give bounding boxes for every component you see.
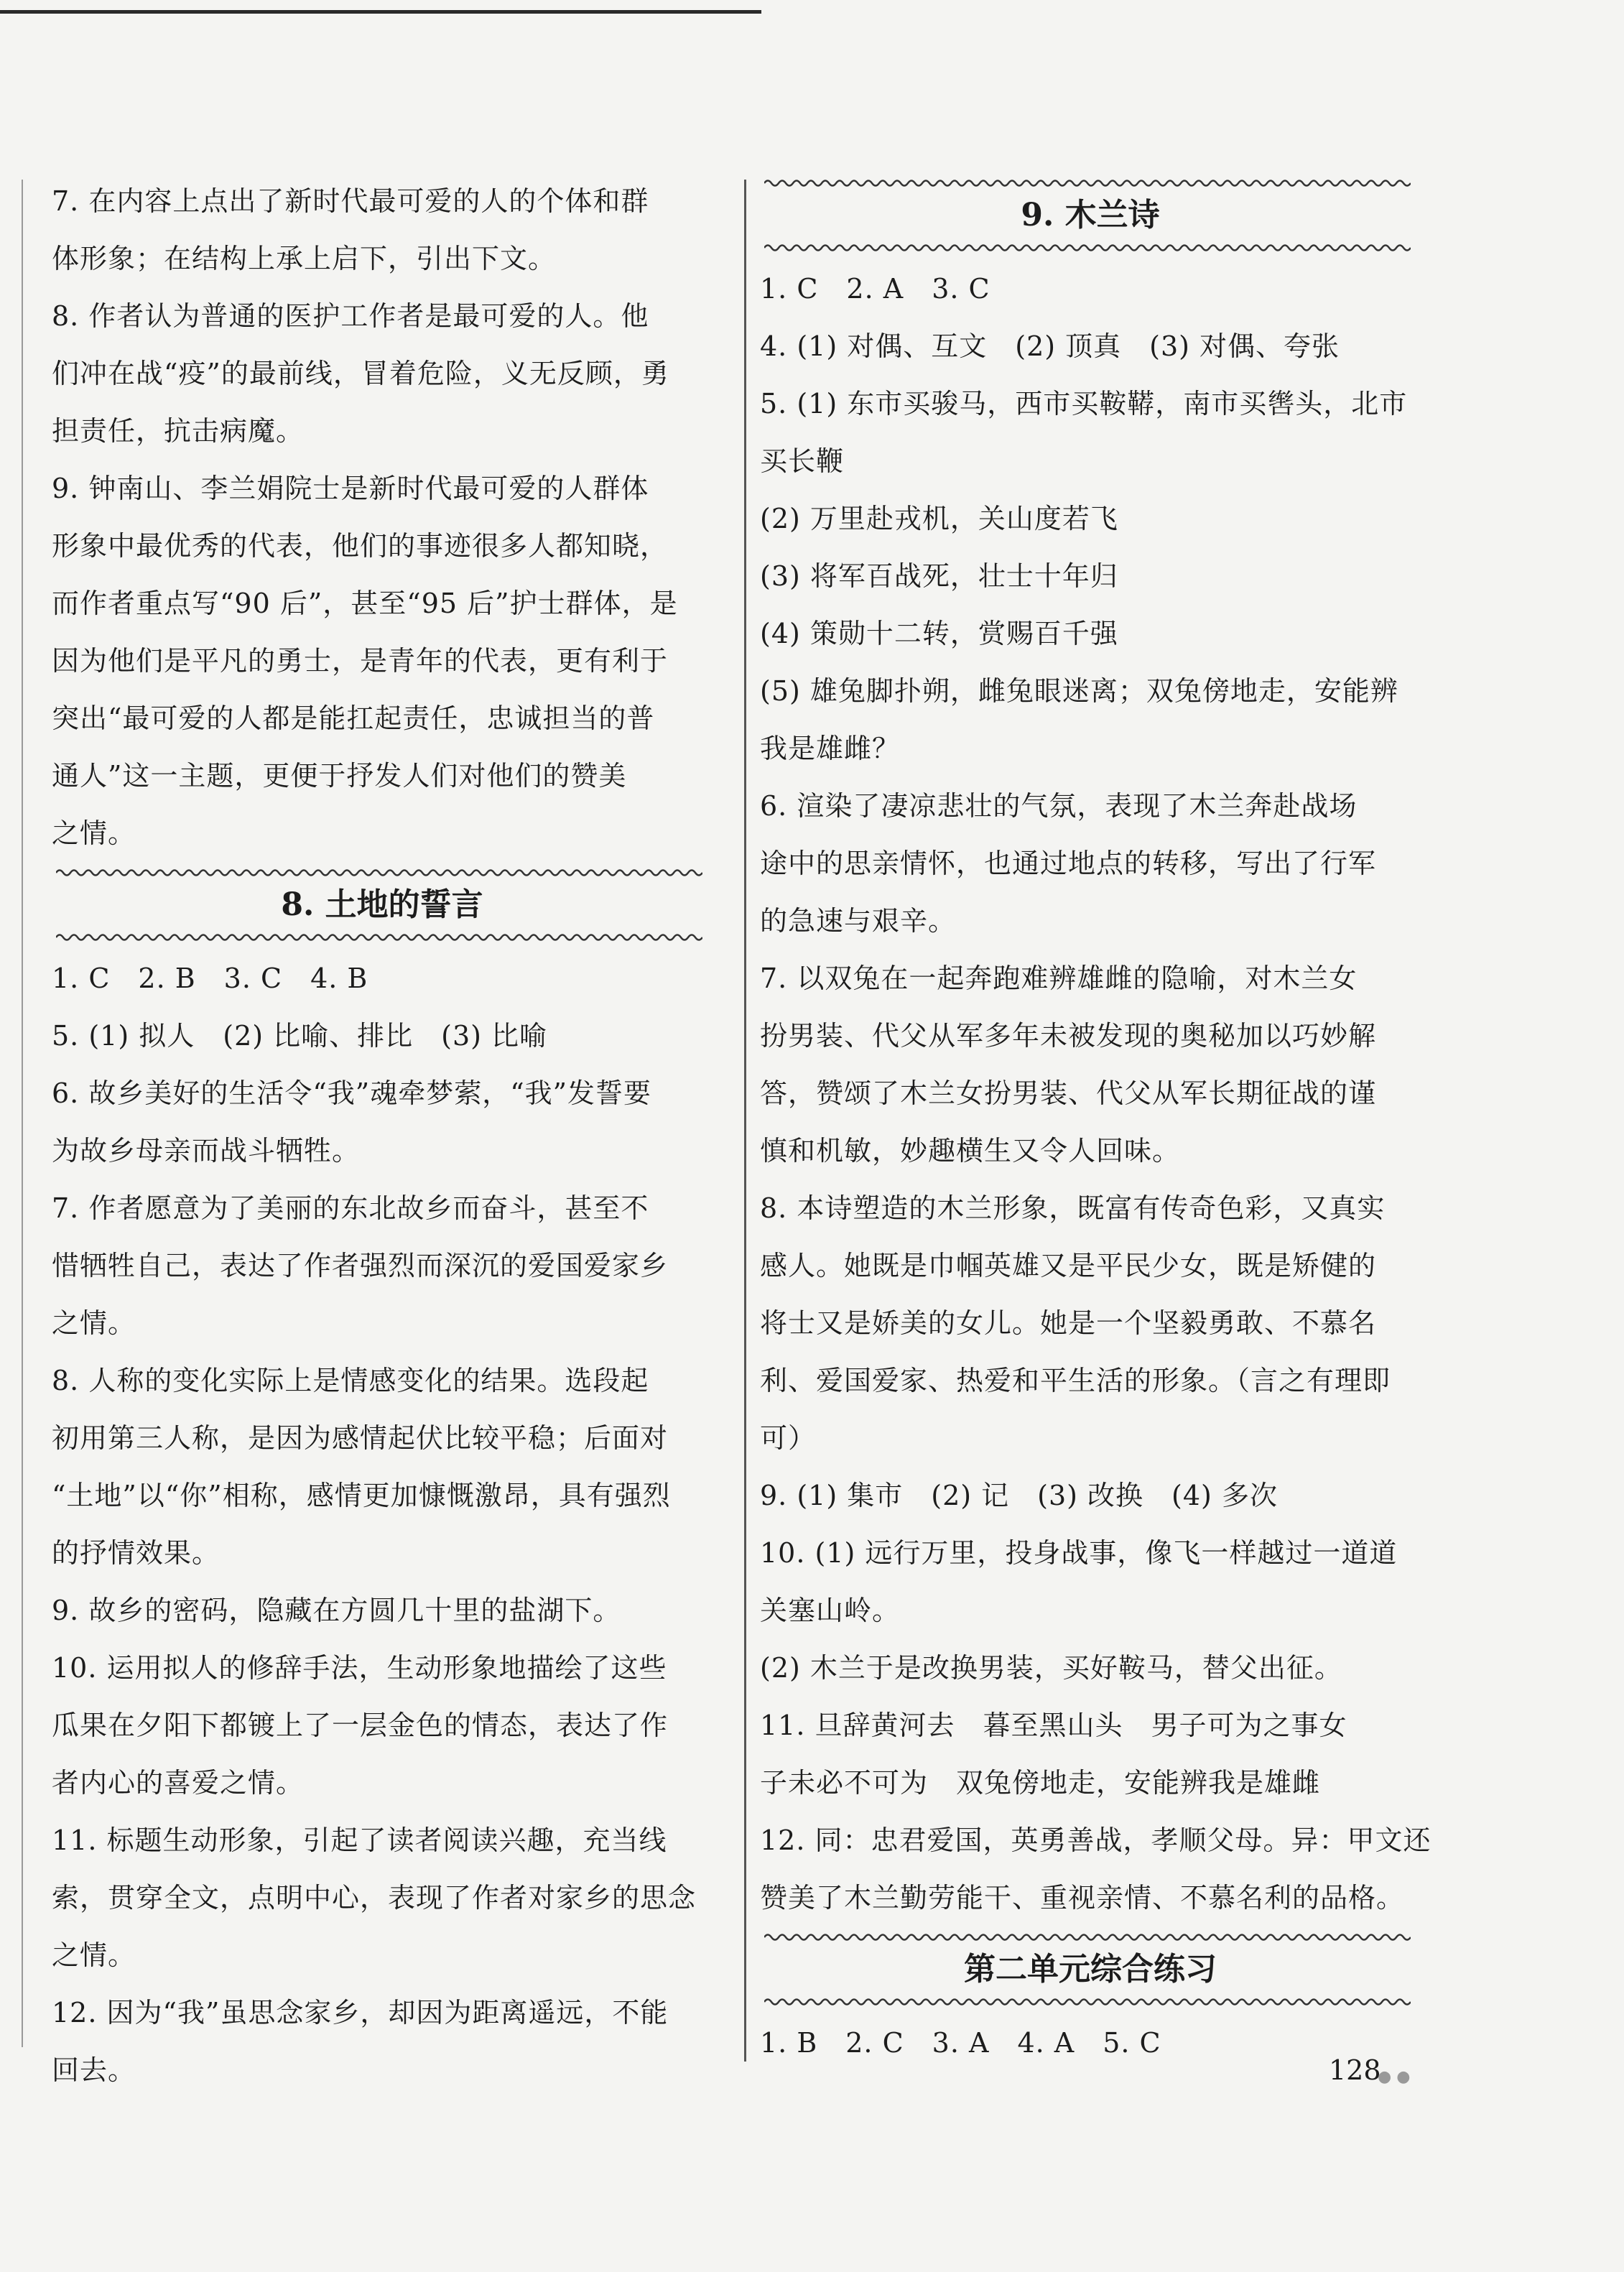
text-line: 8. 人称的变化实际上是情感变化的结果。选段起 — [52, 1365, 649, 1396]
text-line: 突出“最可爱的人都是能扛起责任，忠诚担当的普 — [52, 703, 655, 734]
left-margin-line — [22, 180, 23, 2047]
text-line: 途中的思亲情怀，也通过地点的转移，写出了行军 — [760, 848, 1377, 879]
wavy-rule-top — [764, 178, 1411, 188]
top-rule — [0, 10, 761, 14]
text-line: (5) 雄兔脚扑朔，雌兔眼迷离；双兔傍地走，安能辨 — [760, 675, 1398, 707]
text-line: 4. (1) 对偶、互文 (2) 顶真 (3) 对偶、夸张 — [760, 330, 1340, 362]
section-title: 8. 土地的誓言 — [281, 886, 483, 923]
text-line: 子未必不可为 双兔傍地走，安能辨我是雄雌 — [760, 1767, 1321, 1799]
text-line: 答，赞颂了木兰女扮男装、代父从军长期征战的谨 — [760, 1077, 1377, 1109]
wavy-rule-bottom — [764, 243, 1411, 253]
text-line: 初用第三人称，是因为感情起伏比较平稳；后面对 — [52, 1422, 669, 1454]
text-line: 惜牺牲自己，表达了作者强烈而深沉的爱国爱家乡 — [52, 1250, 669, 1281]
text-line: 回去。 — [52, 2054, 136, 2086]
text-line: 11. 标题生动形象，引起了读者阅读兴趣，充当线 — [52, 1824, 667, 1856]
answer-block-8 — [52, 950, 713, 2099]
text-line: (2) 万里赴戎机，关山度若飞 — [760, 503, 1118, 534]
text-line: 7. 作者愿意为了美丽的东北故乡而奋斗，甚至不 — [52, 1192, 649, 1224]
text-line: 9. 钟南山、李兰娟院士是新时代最可爱的人群体 — [52, 473, 649, 504]
left-column — [52, 172, 713, 2099]
text-line: 感人。她既是巾帼英雄又是平民少女，既是矫健的 — [760, 1250, 1377, 1281]
text-line: 瓜果在夕阳下都镀上了一层金色的情态，表达了作 — [52, 1710, 669, 1741]
text-line: 1. C 2. B 3. C 4. B — [52, 963, 368, 994]
text-line: 12. 因为“我”虽思念家乡，却因为距离遥远，不能 — [52, 1997, 669, 2028]
text-line: 形象中最优秀的代表，他们的事迹很多人都知晓， — [52, 530, 669, 562]
text-line: 10. (1) 远行万里，投身战事，像飞一样越过一道道 — [760, 1537, 1398, 1569]
page-dots-ornament: ● ● — [1378, 2068, 1411, 2086]
text-line: 而作者重点写“90 后”，甚至“95 后”护士群体，是 — [52, 588, 678, 619]
answer-block-7-section — [52, 172, 713, 862]
text-line: (4) 策勋十二转，赏赐百千强 — [760, 618, 1118, 649]
text-line: 5. (1) 东市买骏马，西市买鞍鞯，南市买辔头，北市 — [760, 388, 1408, 419]
text-line: 6. 故乡美好的生活令“我”魂牵梦萦，“我”发誓要 — [52, 1077, 652, 1109]
text-line: 赞美了木兰勤劳能干、重视亲情、不慕名利的品格。 — [760, 1882, 1405, 1914]
text-line: 1. C 2. A 3. C — [760, 273, 990, 305]
text-line: 之情。 — [52, 817, 136, 849]
text-line: (3) 将军百战死，壮士十年归 — [760, 560, 1118, 592]
text-line: 7. 以双兔在一起奔跑难辨雄雌的隐喻，对木兰女 — [760, 963, 1358, 994]
text-line: 6. 渲染了凄凉悲壮的气氛，表现了木兰奔赴战场 — [760, 790, 1358, 822]
text-line: 扮男装、代父从军多年未被发现的奥秘加以巧妙解 — [760, 1020, 1377, 1052]
wavy-rule-top — [764, 1932, 1411, 1942]
section-title: 9. 木兰诗 — [1021, 197, 1160, 233]
text-line: 索，贯穿全文，点明中心，表现了作者对家乡的思念 — [52, 1882, 697, 1914]
text-line: 5. (1) 拟人 (2) 比喻、排比 (3) 比喻 — [52, 1020, 548, 1052]
text-line: 9. 故乡的密码，隐藏在方圆几十里的盐湖下。 — [52, 1595, 621, 1626]
text-line: 因为他们是平凡的勇士，是青年的代表，更有利于 — [52, 645, 669, 677]
text-line: 10. 运用拟人的修辞手法，生动形象地描绘了这些 — [52, 1652, 667, 1684]
text-line: 11. 旦辞黄河去 暮至黑山头 男子可为之事女 — [760, 1710, 1347, 1741]
text-line: 担责任，抗击病魔。 — [52, 415, 305, 447]
text-line: 将士又是娇美的女儿。她是一个坚毅勇敢、不慕名 — [760, 1307, 1377, 1339]
text-line: 之情。 — [52, 1307, 136, 1339]
column-divider — [744, 180, 746, 2062]
section-heading-8 — [52, 868, 713, 942]
answer-block-unit2 — [760, 2014, 1421, 2072]
text-line: 我是雄雌？ — [760, 733, 901, 764]
text-line: (2) 木兰于是改换男装，买好鞍马，替父出征。 — [760, 1652, 1342, 1684]
text-line: “土地”以“你”相称，感情更加慷慨激昂，具有强烈 — [52, 1480, 671, 1511]
text-line: 12. 同：忠君爱国，英勇善战，孝顺父母。异：甲文还 — [760, 1824, 1432, 1856]
section-title: 第二单元综合练习 — [964, 1951, 1217, 1988]
wavy-rule-top — [56, 868, 702, 878]
text-line: 利、爱国爱家、热爱和平生活的形象。（言之有理即 — [760, 1365, 1391, 1396]
text-line: 慎和机敏，妙趣横生又令人回味。 — [760, 1135, 1181, 1167]
section-heading-unit2 — [760, 1932, 1421, 2007]
section-heading-9 — [760, 178, 1421, 253]
text-line: 的抒情效果。 — [52, 1537, 221, 1569]
page-number: 128 — [1329, 2054, 1381, 2086]
text-line: 之情。 — [52, 1939, 136, 1971]
text-line: 7. 在内容上点出了新时代最可爱的人的个体和群 — [52, 185, 649, 217]
text-line: 9. (1) 集市 (2) 记 (3) 改换 (4) 多次 — [760, 1480, 1278, 1511]
text-line: 的急速与艰辛。 — [760, 905, 957, 937]
wavy-rule-bottom — [764, 1997, 1411, 2007]
text-line: 8. 作者认为普通的医护工作者是最可爱的人。他 — [52, 300, 649, 332]
right-column — [760, 172, 1432, 2072]
text-line: 们冲在战“疫”的最前线，冒着危险，义无反顾，勇 — [52, 358, 669, 389]
text-line: 关塞山岭。 — [760, 1595, 901, 1626]
text-line: 可） — [760, 1422, 817, 1454]
text-line: 通人”这一主题，更便于抒发人们对他们的赞美 — [52, 760, 627, 792]
text-line: 1. B 2. C 3. A 4. A 5. C — [760, 2027, 1161, 2059]
answer-block-9 — [760, 260, 1432, 1926]
text-line: 买长鞭 — [760, 445, 845, 477]
text-line: 体形象；在结构上承上启下，引出下文。 — [52, 243, 557, 274]
text-line: 为故乡母亲而战斗牺牲。 — [52, 1135, 361, 1167]
wavy-rule-bottom — [56, 932, 702, 942]
text-line: 8. 本诗塑造的木兰形象，既富有传奇色彩，又真实 — [760, 1192, 1386, 1224]
text-line: 者内心的喜爱之情。 — [52, 1767, 305, 1799]
